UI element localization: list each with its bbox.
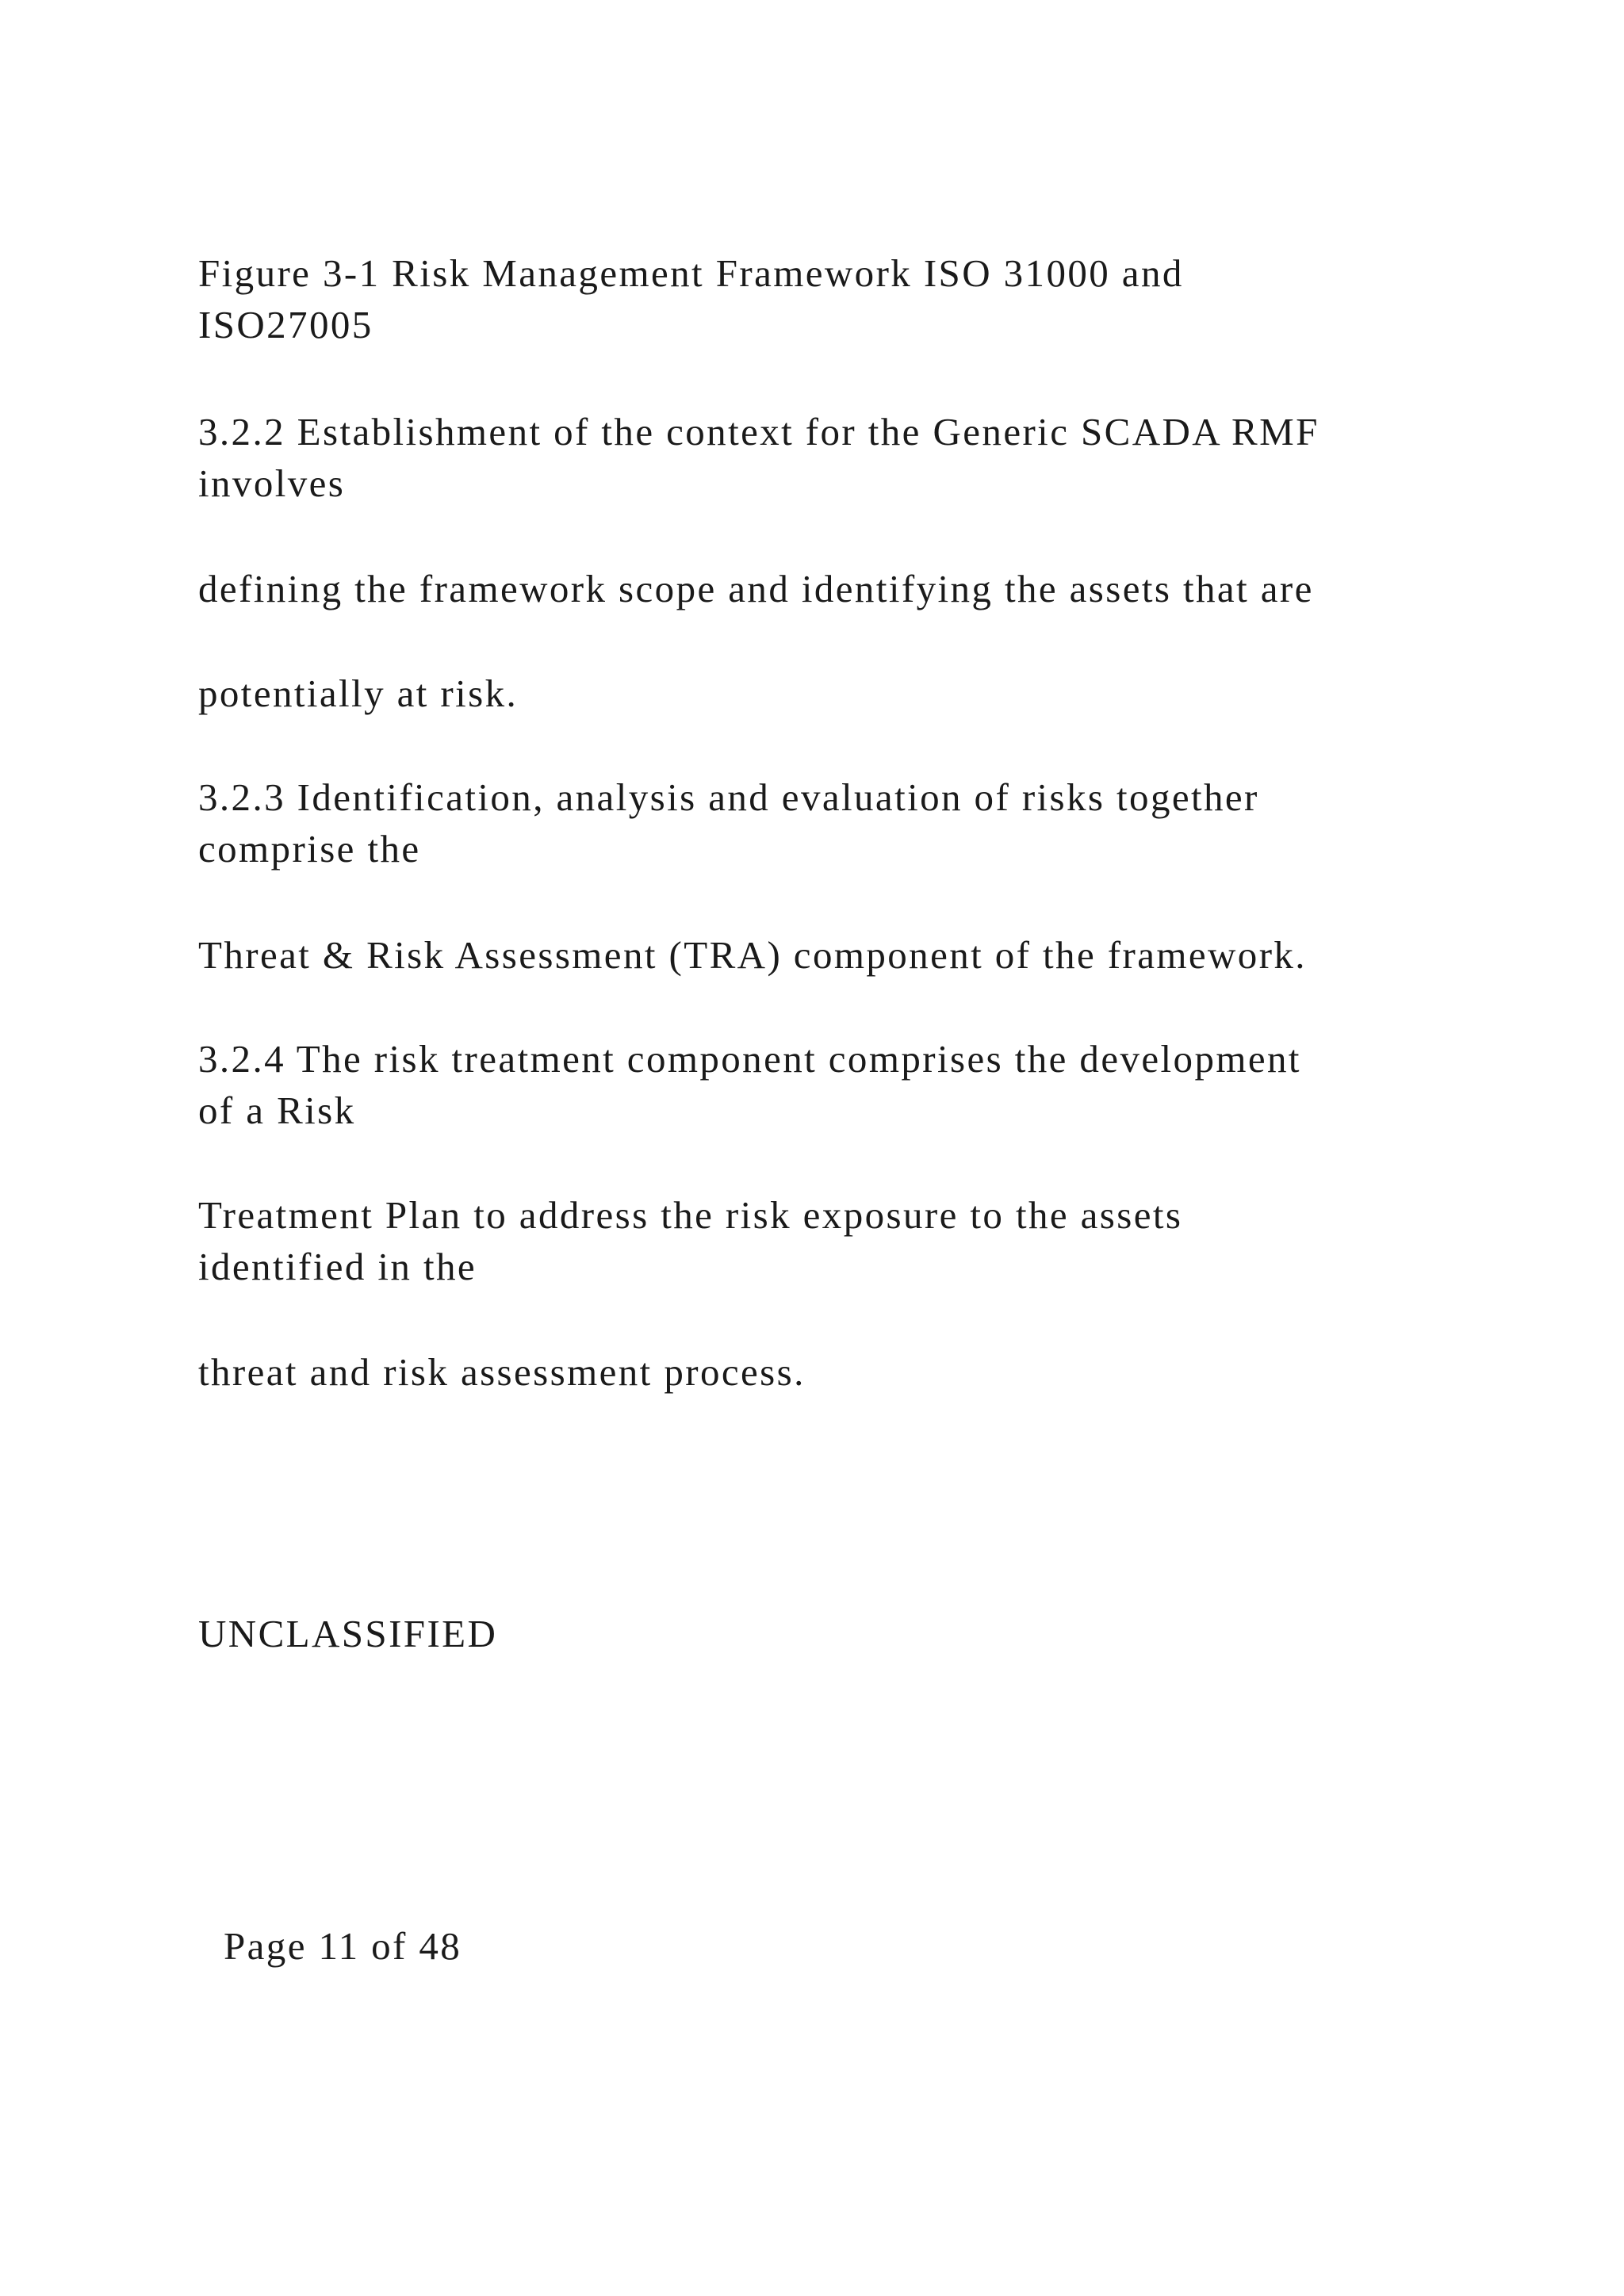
text-line: 3.2.2 Establishment of the context for the Generic SCADA RMF xyxy=(198,410,1320,453)
text-line: Threat & Risk Assessment (TRA) component of the framework. xyxy=(198,933,1307,977)
paragraph-3-2-3 xyxy=(198,771,1483,874)
figure-caption xyxy=(198,247,1483,350)
paragraph-scope xyxy=(198,563,1483,614)
paragraph-treatment-plan xyxy=(198,1189,1483,1292)
text-line: 3.2.4 The risk treatment component comprises the development xyxy=(198,1037,1301,1081)
paragraph-tra xyxy=(198,929,1483,981)
classification-marking: UNCLASSIFIED xyxy=(198,1612,498,1655)
text-line: of a Risk xyxy=(198,1089,356,1132)
text-line: Treatment Plan to address the risk exposure to the assets xyxy=(198,1193,1183,1237)
page-number: Page 11 of 48 xyxy=(224,1924,462,1968)
paragraph-3-2-2 xyxy=(198,406,1483,509)
text-line: ISO27005 xyxy=(198,303,373,346)
text-line: defining the framework scope and identifying the assets that are xyxy=(198,567,1314,610)
text-line: 3.2.3 Identification, analysis and evaluation of risks together xyxy=(198,775,1259,819)
paragraph-at-risk xyxy=(198,668,1483,719)
paragraph-3-2-4 xyxy=(198,1033,1483,1136)
text-line: Figure 3-1 Risk Management Framework ISO 31000 and xyxy=(198,251,1184,295)
text-line: identified in the xyxy=(198,1245,477,1288)
text-line: comprise the xyxy=(198,827,421,871)
paragraph-process xyxy=(198,1346,1483,1398)
text-line: threat and risk assessment process. xyxy=(198,1350,806,1394)
text-line: involves xyxy=(198,461,346,505)
text-line: potentially at risk. xyxy=(198,672,519,715)
